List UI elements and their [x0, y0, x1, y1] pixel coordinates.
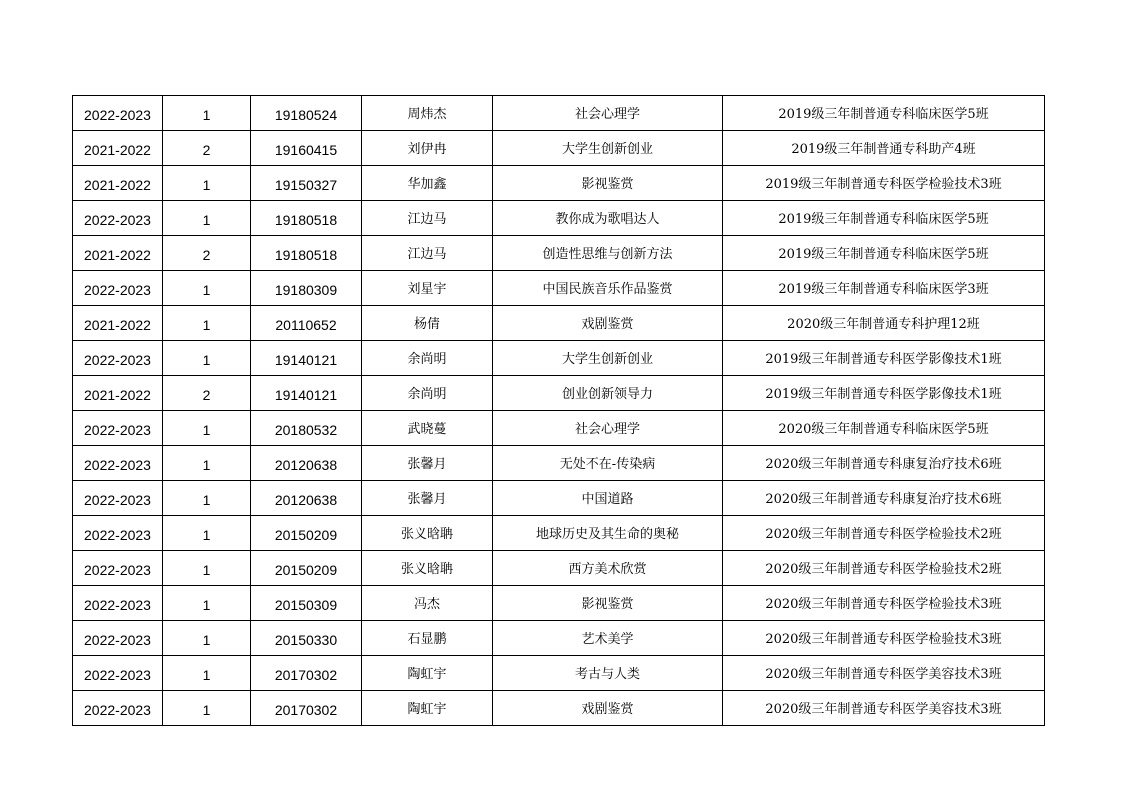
table-row — [73, 131, 1045, 166]
cell-course: 中国道路 — [493, 481, 723, 516]
cell-class-name: 2019级三年制普通专科临床医学3班 — [723, 271, 1045, 306]
cell-academic-year: 2022-2023 — [73, 271, 163, 306]
cell-student-name: 江边马 — [362, 236, 493, 271]
cell-student-id: 19180524 — [251, 96, 362, 131]
cell-course: 戏剧鉴赏 — [493, 306, 723, 341]
cell-term: 1 — [163, 341, 251, 376]
cell-student-id: 20150309 — [251, 586, 362, 621]
cell-term: 1 — [163, 446, 251, 481]
cell-class-name: 2019级三年制普通专科医学检验技术3班 — [723, 166, 1045, 201]
table-row — [73, 411, 1045, 446]
table-row — [73, 201, 1045, 236]
cell-course: 无处不在-传染病 — [493, 446, 723, 481]
cell-course: 戏剧鉴赏 — [493, 691, 723, 726]
cell-student-name: 武晓蔓 — [362, 411, 493, 446]
cell-student-id: 20120638 — [251, 446, 362, 481]
cell-term: 1 — [163, 271, 251, 306]
cell-course: 大学生创新创业 — [493, 341, 723, 376]
cell-term: 1 — [163, 621, 251, 656]
cell-class-name: 2020级三年制普通专科医学检验技术3班 — [723, 621, 1045, 656]
cell-student-id: 20180532 — [251, 411, 362, 446]
table-row — [73, 481, 1045, 516]
cell-academic-year: 2021-2022 — [73, 236, 163, 271]
cell-student-id: 19180518 — [251, 201, 362, 236]
cell-class-name: 2020级三年制普通专科康复治疗技术6班 — [723, 446, 1045, 481]
cell-class-name: 2019级三年制普通专科临床医学5班 — [723, 236, 1045, 271]
cell-academic-year: 2021-2022 — [73, 131, 163, 166]
cell-student-id: 19150327 — [251, 166, 362, 201]
cell-term: 2 — [163, 131, 251, 166]
cell-course: 西方美术欣赏 — [493, 551, 723, 586]
cell-student-name: 杨倩 — [362, 306, 493, 341]
cell-term: 1 — [163, 96, 251, 131]
table-row — [73, 341, 1045, 376]
cell-student-name: 余尚明 — [362, 341, 493, 376]
cell-term: 1 — [163, 201, 251, 236]
cell-academic-year: 2022-2023 — [73, 586, 163, 621]
cell-course: 创造性思维与创新方法 — [493, 236, 723, 271]
cell-course: 考古与人类 — [493, 656, 723, 691]
cell-academic-year: 2022-2023 — [73, 201, 163, 236]
cell-term: 1 — [163, 656, 251, 691]
cell-class-name: 2020级三年制普通专科医学检验技术3班 — [723, 586, 1045, 621]
cell-term: 1 — [163, 306, 251, 341]
cell-student-id: 20110652 — [251, 306, 362, 341]
cell-academic-year: 2022-2023 — [73, 446, 163, 481]
cell-academic-year: 2022-2023 — [73, 96, 163, 131]
cell-class-name: 2020级三年制普通专科医学检验技术2班 — [723, 516, 1045, 551]
cell-student-name: 刘星宇 — [362, 271, 493, 306]
cell-student-name: 石显鹏 — [362, 621, 493, 656]
table-body — [73, 96, 1045, 726]
cell-term: 1 — [163, 516, 251, 551]
cell-student-name: 刘伊冉 — [362, 131, 493, 166]
cell-course: 影视鉴赏 — [493, 166, 723, 201]
cell-class-name: 2020级三年制普通专科医学检验技术2班 — [723, 551, 1045, 586]
records-table — [72, 95, 1045, 726]
cell-class-name: 2019级三年制普通专科临床医学5班 — [723, 201, 1045, 236]
cell-academic-year: 2021-2022 — [73, 166, 163, 201]
cell-student-id: 19160415 — [251, 131, 362, 166]
table-row — [73, 446, 1045, 481]
table-row — [73, 656, 1045, 691]
table-row — [73, 691, 1045, 726]
cell-term: 1 — [163, 586, 251, 621]
cell-student-name: 江边马 — [362, 201, 493, 236]
table-row — [73, 306, 1045, 341]
cell-student-id: 19180309 — [251, 271, 362, 306]
cell-academic-year: 2022-2023 — [73, 516, 163, 551]
cell-student-id: 20150209 — [251, 516, 362, 551]
table-row — [73, 96, 1045, 131]
cell-class-name: 2019级三年制普通专科医学影像技术1班 — [723, 341, 1045, 376]
cell-academic-year: 2021-2022 — [73, 376, 163, 411]
cell-class-name: 2019级三年制普通专科助产4班 — [723, 131, 1045, 166]
cell-academic-year: 2022-2023 — [73, 411, 163, 446]
cell-term: 2 — [163, 236, 251, 271]
cell-student-id: 20150330 — [251, 621, 362, 656]
cell-course: 地球历史及其生命的奥秘 — [493, 516, 723, 551]
cell-student-name: 陶虹宇 — [362, 656, 493, 691]
cell-academic-year: 2022-2023 — [73, 656, 163, 691]
cell-student-id: 20170302 — [251, 691, 362, 726]
cell-student-id: 19140121 — [251, 341, 362, 376]
cell-academic-year: 2022-2023 — [73, 481, 163, 516]
cell-student-id: 20170302 — [251, 656, 362, 691]
cell-student-name: 张馨月 — [362, 481, 493, 516]
cell-student-name: 华加鑫 — [362, 166, 493, 201]
cell-academic-year: 2022-2023 — [73, 691, 163, 726]
cell-course: 社会心理学 — [493, 96, 723, 131]
cell-student-id: 19180518 — [251, 236, 362, 271]
cell-term: 1 — [163, 411, 251, 446]
table-row — [73, 376, 1045, 411]
cell-student-name: 周炜杰 — [362, 96, 493, 131]
cell-student-id: 20150209 — [251, 551, 362, 586]
cell-term: 1 — [163, 166, 251, 201]
cell-class-name: 2020级三年制普通专科康复治疗技术6班 — [723, 481, 1045, 516]
cell-course: 艺术美学 — [493, 621, 723, 656]
cell-class-name: 2019级三年制普通专科医学影像技术1班 — [723, 376, 1045, 411]
cell-student-name: 余尚明 — [362, 376, 493, 411]
cell-term: 2 — [163, 376, 251, 411]
cell-class-name: 2020级三年制普通专科临床医学5班 — [723, 411, 1045, 446]
cell-class-name: 2019级三年制普通专科临床医学5班 — [723, 96, 1045, 131]
table-row — [73, 236, 1045, 271]
table-row — [73, 551, 1045, 586]
table-row — [73, 586, 1045, 621]
cell-class-name: 2020级三年制普通专科医学美容技术3班 — [723, 691, 1045, 726]
cell-course: 中国民族音乐作品鉴赏 — [493, 271, 723, 306]
cell-academic-year: 2022-2023 — [73, 551, 163, 586]
cell-course: 教你成为歌唱达人 — [493, 201, 723, 236]
table-row — [73, 166, 1045, 201]
cell-student-name: 冯杰 — [362, 586, 493, 621]
cell-student-id: 19140121 — [251, 376, 362, 411]
cell-student-name: 张义晗聃 — [362, 516, 493, 551]
table-row — [73, 621, 1045, 656]
cell-academic-year: 2022-2023 — [73, 341, 163, 376]
table-row — [73, 516, 1045, 551]
cell-student-name: 张馨月 — [362, 446, 493, 481]
cell-academic-year: 2021-2022 — [73, 306, 163, 341]
cell-student-name: 张义晗聃 — [362, 551, 493, 586]
cell-term: 1 — [163, 551, 251, 586]
table-row — [73, 271, 1045, 306]
cell-term: 1 — [163, 691, 251, 726]
cell-course: 影视鉴赏 — [493, 586, 723, 621]
cell-class-name: 2020级三年制普通专科护理12班 — [723, 306, 1045, 341]
cell-student-name: 陶虹宇 — [362, 691, 493, 726]
cell-student-id: 20120638 — [251, 481, 362, 516]
cell-course: 社会心理学 — [493, 411, 723, 446]
cell-course: 大学生创新创业 — [493, 131, 723, 166]
cell-term: 1 — [163, 481, 251, 516]
cell-course: 创业创新领导力 — [493, 376, 723, 411]
cell-class-name: 2020级三年制普通专科医学美容技术3班 — [723, 656, 1045, 691]
cell-academic-year: 2022-2023 — [73, 621, 163, 656]
